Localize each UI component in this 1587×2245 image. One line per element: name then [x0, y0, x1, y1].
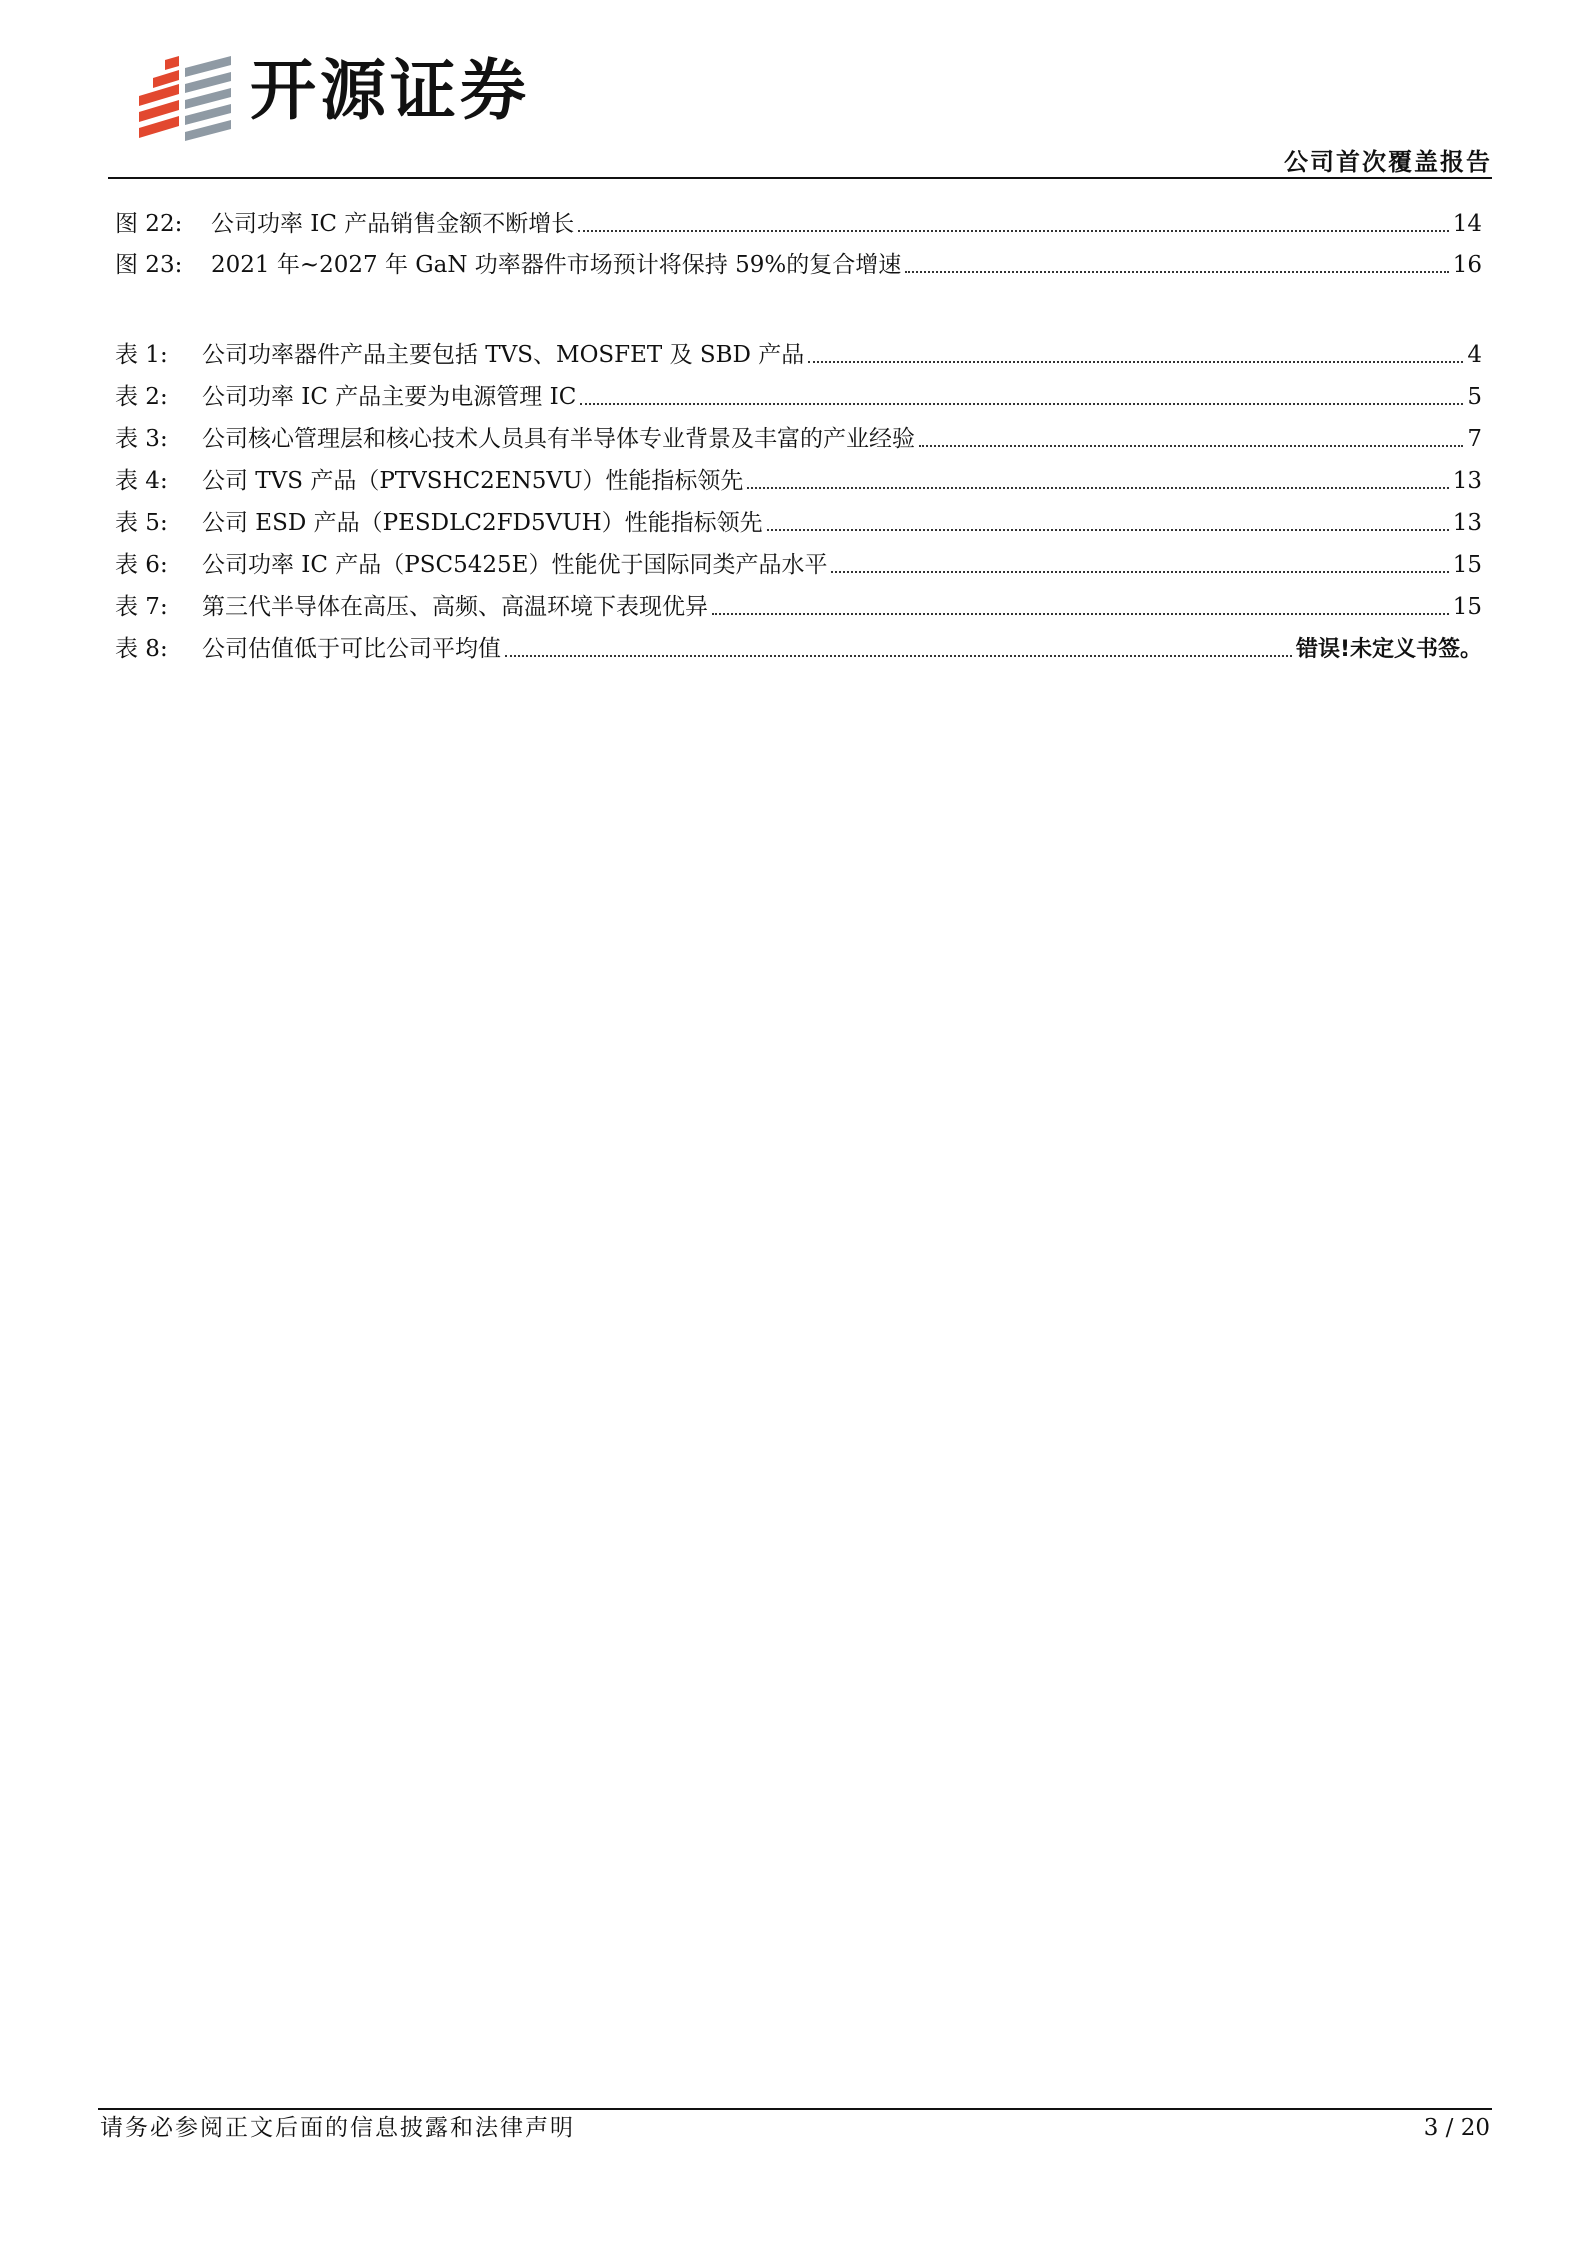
toc-title: 公司功率 IC 产品（PSC5425E）性能优于国际同类产品水平: [202, 552, 828, 578]
toc-label: 图 22:: [115, 211, 183, 237]
toc-page-number: 15: [1452, 552, 1482, 578]
report-type: 公司首次覆盖报告: [1284, 147, 1492, 176]
dot-leader: [712, 613, 1449, 615]
toc-label: 表 3:: [115, 426, 168, 452]
toc-entry[interactable]: [115, 541, 1482, 577]
toc-entry[interactable]: [115, 200, 1482, 236]
toc-page-number: 13: [1452, 468, 1482, 494]
toc-page-number: 16: [1452, 252, 1482, 278]
toc-title: 2021 年~2027 年 GaN 功率器件市场预计将保持 59%的复合增速: [211, 252, 902, 278]
dot-leader: [905, 271, 1448, 273]
dot-leader: [919, 445, 1463, 447]
toc-label: 表 4:: [115, 468, 168, 494]
toc-label: 表 5:: [115, 510, 168, 536]
dot-leader: [747, 487, 1448, 489]
toc-entry[interactable]: [115, 331, 1482, 367]
toc-page-number: 15: [1452, 594, 1482, 620]
toc-title: 第三代半导体在高压、高频、高温环境下表现优异: [202, 594, 708, 620]
brand-name: 开源证券: [250, 52, 530, 129]
toc-title: 公司 ESD 产品（PESDLC2FD5VUH）性能指标领先: [202, 510, 763, 536]
footer-divider: [98, 2108, 1492, 2110]
toc-title: 公司 TVS 产品（PTVSHC2EN5VU）性能指标领先: [202, 468, 744, 494]
header-divider: [108, 177, 1492, 179]
toc-page-number: 14: [1452, 211, 1482, 237]
toc-entry[interactable]: [115, 373, 1482, 409]
toc-title: 公司功率 IC 产品主要为电源管理 IC: [202, 384, 577, 410]
dot-leader: [831, 571, 1448, 573]
toc-page-number: 5: [1467, 384, 1482, 410]
toc-title: 公司功率 IC 产品销售金额不断增长: [211, 211, 575, 237]
toc-entry[interactable]: [115, 625, 1482, 661]
toc-label: 表 8:: [115, 636, 168, 662]
toc-label: 表 6:: [115, 552, 168, 578]
toc-title: 公司估值低于可比公司平均值: [202, 636, 501, 662]
toc-label: 表 1:: [115, 342, 168, 368]
dot-leader: [767, 529, 1449, 531]
toc-entry[interactable]: [115, 457, 1482, 493]
toc-page-number: 7: [1467, 426, 1482, 452]
toc-page-number: 4: [1467, 342, 1482, 368]
toc-label: 表 7:: [115, 594, 168, 620]
footer-disclaimer: 请务必参阅正文后面的信息披露和法律声明: [100, 2115, 575, 2141]
toc-bookmark-error: 错误!未定义书签。: [1295, 637, 1482, 662]
dot-leader: [580, 403, 1463, 405]
toc-title: 公司功率器件产品主要包括 TVS、MOSFET 及 SBD 产品: [202, 342, 805, 368]
toc-entry[interactable]: [115, 415, 1482, 451]
dot-leader: [808, 361, 1463, 363]
toc-entry[interactable]: [115, 241, 1482, 277]
toc-title: 公司核心管理层和核心技术人员具有半导体专业背景及丰富的产业经验: [202, 426, 915, 452]
toc-label: 图 23:: [115, 252, 183, 278]
page-indicator: 3 / 20: [1423, 2115, 1490, 2141]
toc-entry[interactable]: [115, 499, 1482, 535]
kaiyuan-logo-icon: [135, 56, 235, 146]
toc-label: 表 2:: [115, 384, 168, 410]
toc-entry[interactable]: [115, 583, 1482, 619]
dot-leader: [578, 230, 1448, 232]
page-header: [0, 0, 1587, 180]
toc-page-number: 13: [1452, 510, 1482, 536]
dot-leader: [505, 655, 1292, 657]
